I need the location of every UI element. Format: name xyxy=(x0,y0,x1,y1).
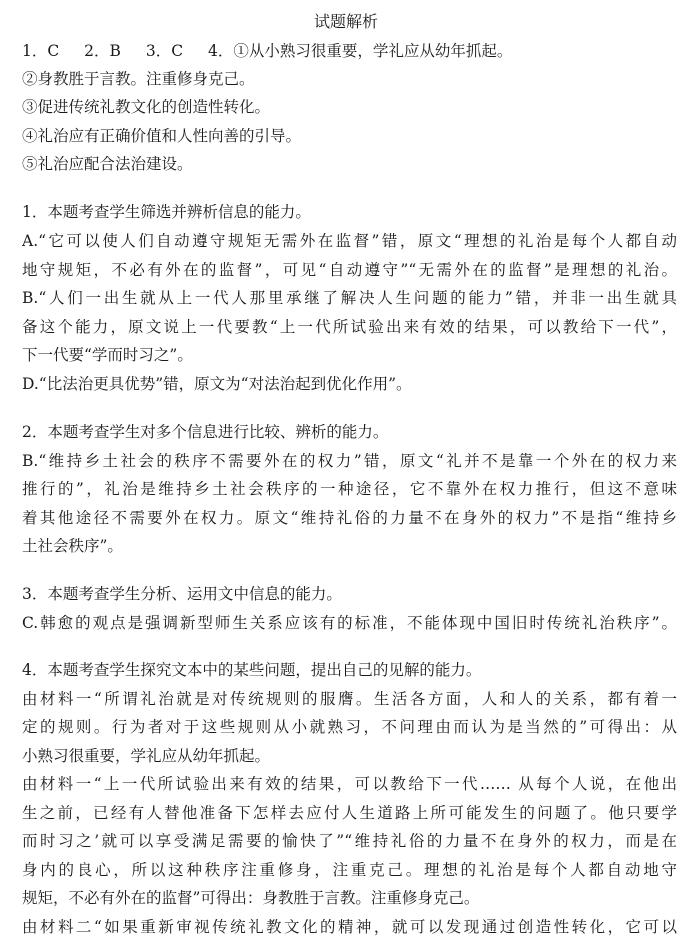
answer-2: 2．B xyxy=(84,42,121,60)
q1-text-line: 地守规矩，不必有外在的监督”，可见“自动遵守”“无需外在的监督”是理想的礼治。 xyxy=(22,261,677,279)
answer-4-point-2: ②身教胜于言教。注重修身克己。 xyxy=(22,70,255,88)
q4-heading: 4．本题考查学生探究文本中的某些问题，提出自己的见解的能力。 xyxy=(22,661,482,679)
q4-text-line: 由材料一“所谓礼治就是对传统规则的服膺。生活各方面，人和人的关系，都有着一 xyxy=(22,690,677,708)
answer-1: 1．C xyxy=(22,42,60,60)
q4-text-line: 定的规则。行为者对于这些规则从小就熟习，不问理由而认为是当然的”可得出：从 xyxy=(22,718,677,736)
q1-text-line: D.“比法治更具优势”错，原文为“对法治起到优化作用”。 xyxy=(22,375,412,393)
q1-text-line: A.“它可以使人们自动遵守规矩无需外在监督”错，原文“理想的礼治是每个人都自动 xyxy=(22,232,677,250)
q2-text-line: 土社会秩序”。 xyxy=(22,537,123,555)
q1-text-line: B.“人们一出生就从上一代人那里承继了解决人生问题的能力”错，并非一出生就具 xyxy=(22,289,677,307)
q1-heading: 1．本题考查学生筛选并辨析信息的能力。 xyxy=(22,203,311,221)
answer-4-point-3: ③促进传统礼教文化的创造性转化。 xyxy=(22,98,271,116)
q4-text-line: 小熟习很重要，学礼应从幼年抓起。 xyxy=(22,747,271,765)
q2-heading: 2．本题考查学生对多个信息进行比较、辨析的能力。 xyxy=(22,423,389,441)
answer-4-point-5: ⑤礼治应配合法治建设。 xyxy=(22,155,193,173)
q4-text-line: 而时习之’就可以享受满足需要的愉快了”“维持礼俗的力量不在身外的权力，而是在 xyxy=(22,832,677,850)
q4-text-line: 生之前，已经有人替他准备下怎样去应付人生道路上所可能发生的问题了。他只要学 xyxy=(22,804,677,822)
q1-text-line: 备这个能力，原文说上一代要教“上一代所试验出来有效的结果，可以教给下一代”， xyxy=(22,318,677,336)
q4-text-line: 规矩，不必有外在的监督”可得出：身教胜于言教。注重修身克己。 xyxy=(22,889,480,907)
answer-key-line xyxy=(22,40,677,62)
answer-4-point-4: ④礼治应有正确价值和人性向善的引导。 xyxy=(22,127,302,145)
q2-text-line: 着其他途径不需要外在权力。原文“维持礼俗的力量不在身外的权力”不是指“维持乡 xyxy=(22,509,677,527)
q2-text-line: 推行的”，礼治是维持乡土社会秩序的一种途径，它不靠外在权力推行，但这不意味 xyxy=(22,480,677,498)
answer-4-point-1: 4．①从小熟习很重要，学礼应从幼年抓起。 xyxy=(208,42,513,60)
q1-text-line: 下一代要“学而时习之”。 xyxy=(22,346,193,364)
answer-3: 3．C xyxy=(145,42,184,60)
q4-text-line: 由材料二“如果重新审视传统礼教文化的精神，就可以发现通过创造性转化，它可以 xyxy=(22,918,677,936)
q2-text-line: B.“维持乡土社会的秩序不需要外在的权力”错，原文“礼并不是靠一个外在的权力来 xyxy=(22,452,677,470)
q4-text-line: 身内的良心，所以这种秩序注重修身，注重克己。理想的礼治是每个人都自动地守 xyxy=(22,861,677,879)
page-title: 试题解析 xyxy=(313,12,378,31)
q3-heading: 3．本题考查学生分析、运用文中信息的能力。 xyxy=(22,585,342,603)
q3-text-line: C.韩愈的观点是强调新型师生关系应该有的标准，不能体现中国旧时传统礼治秩序”。 xyxy=(22,614,677,632)
q4-text-line: 由材料一“上一代所试验出来有效的结果，可以教给下一代…… 从每个人说，在他出 xyxy=(22,775,677,793)
